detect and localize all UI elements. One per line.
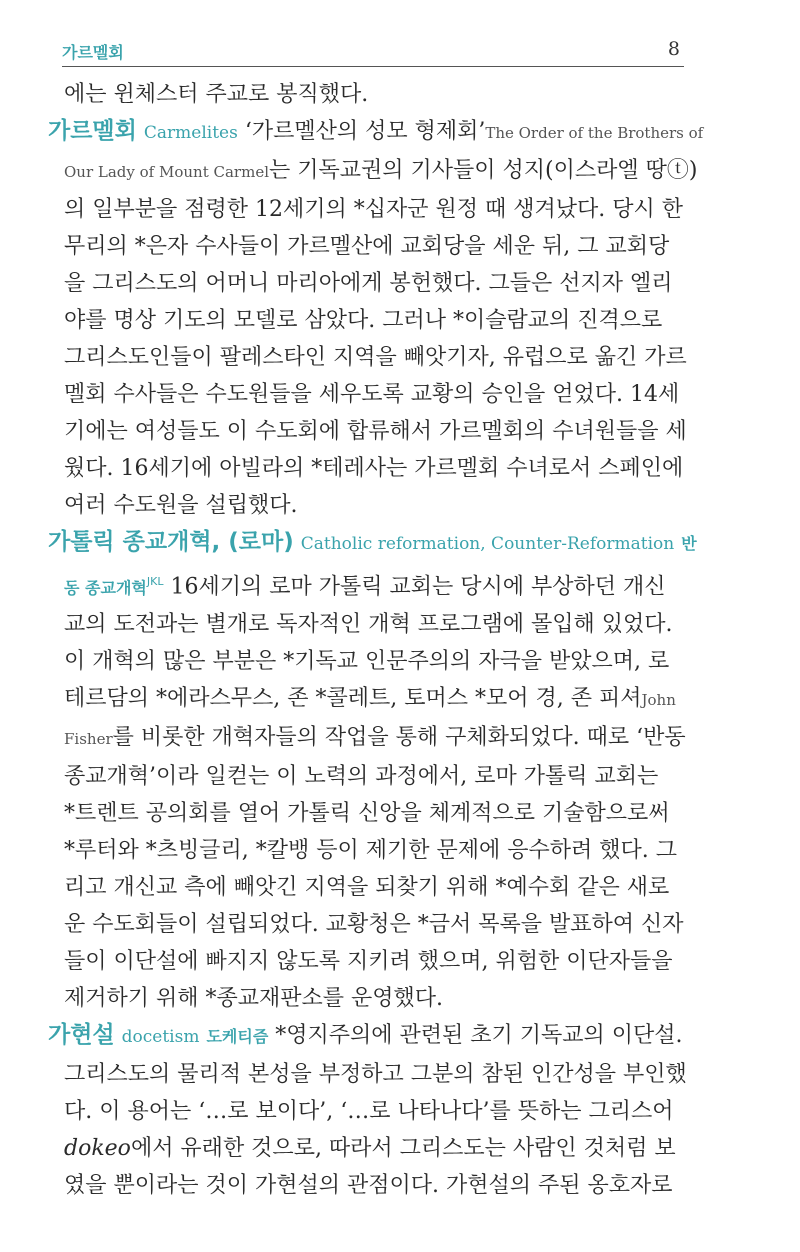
entry-english-gloss-cont: Our Lady of Mount Carmel xyxy=(64,163,269,181)
body-line: *루터와 *츠빙글리, *칼뱅 등이 제기한 문제에 응수하려 했다. 그 xyxy=(64,838,677,864)
body-line: 기에는 여성들도 이 수도회에 합류해서 가르멜회의 수녀원들을 세 xyxy=(64,419,687,444)
body-line: 그리스도인들이 팔레스타인 지역을 빼앗기자, 유럽으로 옮긴 가르 xyxy=(64,345,687,370)
body-line: 는 기독교권의 기사들이 성지(이스라엘 땅ⓣ) xyxy=(269,158,698,183)
body-line: 16세기의 로마 가톨릭 교회는 당시에 부상하던 개신 xyxy=(170,574,666,600)
entry-alt-name: 도케티즘 xyxy=(206,1027,269,1047)
entry-headword: 가르멜회 xyxy=(48,118,137,144)
entry-english: Carmelites xyxy=(143,123,238,143)
body-line: *영지주의에 관련된 초기 기독교의 이단설. xyxy=(275,1023,683,1049)
entry-headword: 가현설 xyxy=(48,1022,115,1049)
entry-korean-gloss: ‘가르멜산의 성모 형제회’ xyxy=(244,119,486,144)
body-line: *트렌트 공의회를 열어 가톨릭 신앙을 체계적으로 기술함으로써 xyxy=(64,801,670,827)
greek-term: dokeo xyxy=(64,1136,131,1162)
body-line: 야를 명상 기도의 모델로 삼았다. 그러나 *이슬람교의 진격으로 xyxy=(64,308,663,333)
body-line: 이 개혁의 많은 부분은 *기독교 인문주의의 자극을 받았으며, 로 xyxy=(64,649,670,675)
english-name-gloss: John xyxy=(641,691,676,710)
entry-english-gloss: The Order of the Brothers of xyxy=(485,124,704,142)
entry-alt-name-cont: 동 종교개혁 xyxy=(64,578,147,598)
entry-english: Catholic reformation, Counter-Reformation xyxy=(300,534,675,554)
entry-catholic-reformation xyxy=(48,524,697,1017)
body-line: 종교개혁’이라 일컫는 이 노력의 과정에서, 로마 가톨릭 교회는 xyxy=(64,764,659,790)
english-name-gloss: Fisher xyxy=(64,730,113,749)
body-line: 에서 유래한 것으로, 따라서 그리스도는 사람인 것처럼 보 xyxy=(130,1136,676,1162)
dictionary-body xyxy=(48,76,704,1204)
page-number: 8 xyxy=(667,38,680,60)
body-line: 그리스도의 물리적 본성을 부정하고 그분의 참된 인간성을 부인했 xyxy=(64,1062,687,1088)
body-line: 교의 도전과는 별개로 독자적인 개혁 프로그램에 몰입해 있었다. xyxy=(64,612,673,638)
body-line: 의 일부분을 점령한 12세기의 *십자군 원정 때 생겨났다. 당시 한 xyxy=(64,197,683,222)
entry-headword: 가톨릭 종교개혁, (로마) xyxy=(48,529,294,555)
running-title: 가르멜회 xyxy=(62,43,124,62)
source-superscript: JKL xyxy=(146,575,164,588)
body-line: 였을 뿐이라는 것이 가현설의 관점이다. 가현설의 주된 옹호자로 xyxy=(64,1173,673,1199)
entry-alt-name: 반 xyxy=(681,534,697,553)
entry-docetism xyxy=(48,1017,688,1204)
body-line: 웠다. 16세기에 아빌라의 *테레사는 가르멜회 수녀로서 스페인에 xyxy=(64,456,684,481)
body-line: 을 그리스도의 어머니 마리아에게 봉헌했다. 그들은 선지자 엘리 xyxy=(64,271,673,296)
body-line: 무리의 *은자 수사들이 가르멜산에 교회당을 세운 뒤, 그 교회당 xyxy=(64,234,670,259)
entry-carmelites xyxy=(48,113,704,524)
body-line: 들이 이단설에 빠지지 않도록 지키려 했으며, 위험한 이단자들을 xyxy=(64,949,673,975)
continued-line: 에는 윈체스터 주교로 봉직했다. xyxy=(64,82,369,107)
page-header xyxy=(62,36,684,67)
body-line: 테르담의 *에라스무스, 존 *콜레트, 토머스 *모어 경, 존 피셔 xyxy=(64,686,642,712)
body-line: 제거하기 위해 *종교재판소를 운영했다. xyxy=(64,986,444,1012)
body-line: 여러 수도원을 설립했다. xyxy=(64,493,298,518)
body-line: 운 수도회들이 설립되었다. 교황청은 *금서 목록을 발표하여 신자 xyxy=(64,912,684,938)
entry-english: docetism xyxy=(121,1027,200,1048)
body-line: 다. 이 용어는 ‘…로 보이다’, ‘…로 나타나다’를 뜻하는 그리스어 xyxy=(64,1099,674,1125)
body-line: 리고 개신교 측에 빼앗긴 지역을 되찾기 위해 *예수회 같은 새로 xyxy=(64,875,670,901)
body-line: 멜회 수사들은 수도원들을 세우도록 교황의 승인을 얻었다. 14세 xyxy=(64,382,680,407)
body-line: 를 비롯한 개혁자들의 작업을 통해 구체화되었다. 때로 ‘반동 xyxy=(112,725,686,751)
